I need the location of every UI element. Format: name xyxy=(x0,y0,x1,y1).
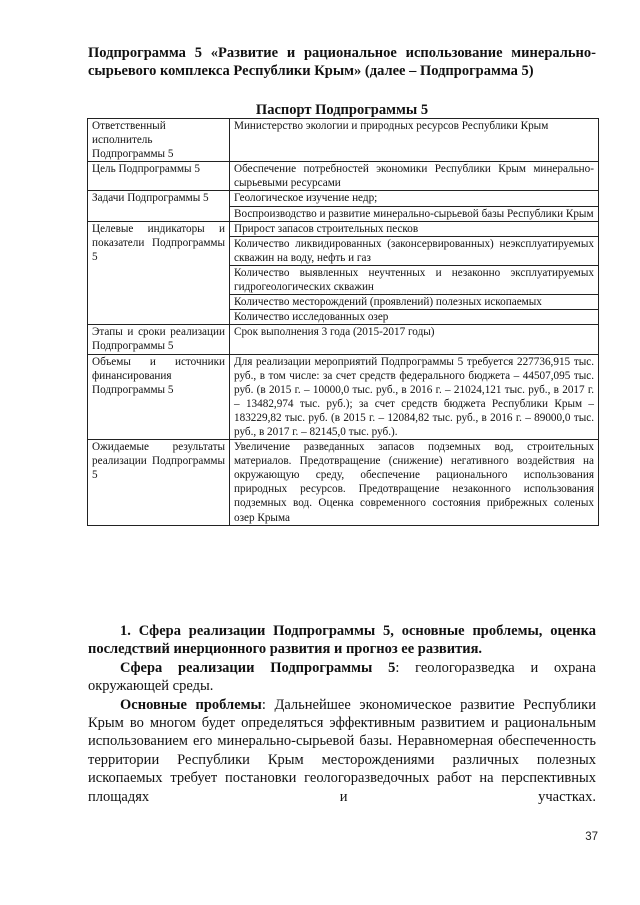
problems-paragraph xyxy=(88,696,596,806)
row-value: Министерство экологии и природных ресурсов Республики Крым xyxy=(230,119,599,162)
section-body xyxy=(88,622,596,806)
row-value: Обеспечение потребностей экономики Республики Крым минерально-сырьевыми ресурсами xyxy=(230,162,599,191)
row-label: Задачи Подпрограммы 5 xyxy=(88,191,230,221)
row-value: Для реализации мероприятий Подпрограммы 5 требуется 227736,915 тыс. руб., в том числе: за счет средств федерального бюджета – 44507,095 тыс. руб. (в 2015 г. – 10000,0 тыс. руб., в 2016 г. – 21024,121 тыс. руб., в 2017 г. – 13482,974 тыс. руб.); за счет средств бюджета Республики Крым – 183229,82 тыс. руб. (в 2015 г. – 12084,82 тыс. руб., в 2016 г. – 89000,0 тыс. руб., в 2017 г. – 82145,0 тыс. руб.). xyxy=(230,354,599,440)
row-value: Количество исследованных озер xyxy=(234,311,389,324)
sphere-paragraph xyxy=(88,659,596,696)
row-label: Целевые индикаторы и показатели Подпрограммы 5 xyxy=(88,221,230,325)
row-value: Геологическое изучение недр; xyxy=(230,191,598,206)
row-value: Увеличение разведанных запасов подземных вод, строительных материалов. Предотвращение (снижение) негативного воздействия на окружающую среду, обеспечение рационального использования природных ресурсов. Предотвращение незаконного использования подземных вод. Оценка современного состояния прибрежных соленых озер Крыма xyxy=(230,440,599,526)
row-label: Этапы и сроки реализации Подпрограммы 5 xyxy=(88,325,230,354)
problems-label: Основные проблемы xyxy=(120,696,262,713)
passport-table xyxy=(87,118,599,526)
row-value-group xyxy=(230,221,599,325)
row-value-group xyxy=(230,191,599,221)
page-number: 37 xyxy=(585,831,598,843)
row-value: Количество месторождений (проявлений) полезных ископаемых xyxy=(230,295,598,310)
row-value: Срок выполнения 3 года (2015-2017 годы) xyxy=(230,325,599,354)
row-value: Количество выявленных неучтенных и незаконно эксплуатируемых гидрогеологических скважин xyxy=(230,266,598,295)
row-label: Цель Подпрограммы 5 xyxy=(88,162,230,191)
row-label: Ответственный исполнитель Подпрограммы 5 xyxy=(88,119,230,162)
table-row xyxy=(88,325,599,354)
sphere-label: Сфера реализации Подпрограммы 5 xyxy=(120,659,396,676)
sphere-text: : геологоразведка и охрана окружающей среды. xyxy=(88,659,596,695)
row-value: Воспроизводство и развитие минерально-сырьевой базы Республики Крым xyxy=(234,207,594,220)
table-row xyxy=(88,162,599,191)
table-row xyxy=(88,119,599,162)
passport-title: Паспорт Подпрограммы 5 xyxy=(255,102,429,118)
subprogram-heading: Подпрограмма 5 «Развитие и рациональное использование минерально-сырьевого комплекса Республики Крым» (далее – Подпрограмма 5) xyxy=(88,45,596,79)
table-row xyxy=(88,191,599,221)
row-value: Количество ликвидированных (законсервированных) неэксплуатируемых скважин на воду, нефть и газ xyxy=(230,237,598,266)
problems-text: : Дальнейшее экономическое развитие Республики Крым во многом будет определяться эффективным развитием и рациональным использованием его минерально-сырьевой базы. Неравномерная обеспеченность территории Республики Крым месторождениями различных полезных ископаемых требует постановки геологоразведочных работ на перспективных площадях и участках. xyxy=(88,696,596,805)
table-row xyxy=(88,221,599,325)
table-row xyxy=(88,354,599,440)
section-title: 1. Сфера реализации Подпрограммы 5, основные проблемы, оценка последствий инерционного развития и прогноз ее развития. xyxy=(88,623,596,658)
row-label: Объемы и источники финансирования Подпрограммы 5 xyxy=(88,354,230,440)
row-value: Прирост запасов строительных песков xyxy=(230,222,598,237)
row-label: Ожидаемые результаты реализации Подпрограммы 5 xyxy=(88,440,230,526)
table-row xyxy=(88,440,599,526)
